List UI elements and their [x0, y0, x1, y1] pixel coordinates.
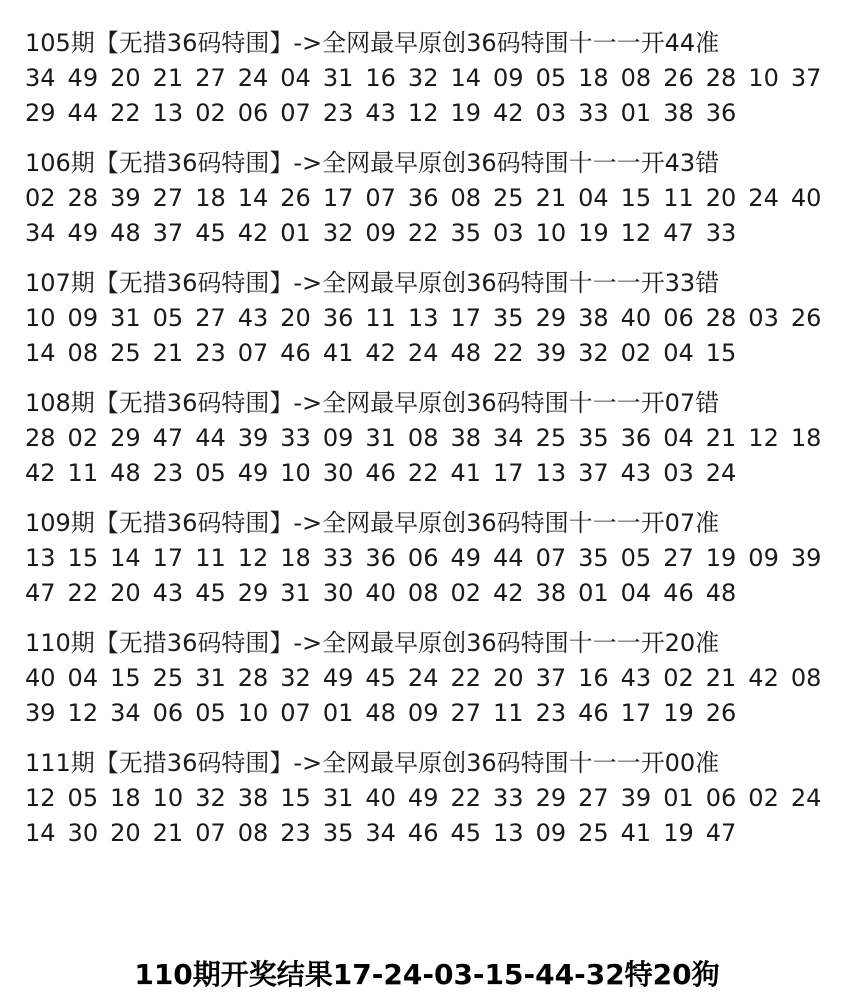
number-cell: 02 — [195, 99, 226, 127]
number-cell: 09 — [365, 219, 396, 247]
number-cell: 19 — [705, 544, 737, 572]
number-row — [25, 216, 837, 251]
number-cell: 01 — [322, 699, 354, 727]
number-cell: 40 — [620, 304, 652, 332]
number-cell: 34 — [110, 699, 141, 727]
number-cell: 08 — [407, 579, 439, 607]
number-cell: 46 — [663, 579, 694, 607]
number-cell: 27 — [450, 699, 482, 727]
number-row — [25, 301, 837, 336]
number-cell: 23 — [195, 339, 226, 367]
number-cell: 45 — [450, 819, 482, 847]
number-cell: 19 — [578, 219, 609, 247]
number-cell: 40 — [365, 784, 396, 812]
number-cell: 04 — [663, 424, 694, 452]
number-cell: 29 — [237, 579, 269, 607]
number-cell: 09 — [67, 304, 99, 332]
number-cell: 18 — [280, 544, 311, 572]
number-cell: 14 — [25, 339, 56, 367]
number-cell: 40 — [25, 664, 56, 692]
number-cell: 07 — [280, 99, 311, 127]
number-cell: 42 — [493, 99, 524, 127]
number-cell: 03 — [748, 304, 779, 332]
number-cell: 12 — [25, 784, 56, 812]
number-cell: 48 — [110, 219, 141, 247]
number-cell: 11 — [493, 699, 524, 727]
number-cell: 23 — [280, 819, 311, 847]
number-cell: 30 — [67, 819, 99, 847]
number-cell: 45 — [195, 579, 226, 607]
number-cell: 41 — [620, 819, 652, 847]
number-cell: 31 — [195, 664, 226, 692]
number-cell: 41 — [450, 459, 482, 487]
number-cell: 39 — [110, 184, 141, 212]
number-cell: 29 — [535, 784, 567, 812]
number-cell: 39 — [535, 339, 567, 367]
number-cell: 36 — [322, 304, 354, 332]
number-cell: 49 — [67, 64, 99, 92]
number-cell: 29 — [110, 424, 141, 452]
number-cell: 28 — [67, 184, 99, 212]
number-cell: 30 — [322, 579, 354, 607]
number-cell: 24 — [790, 784, 822, 812]
number-cell: 26 — [663, 64, 694, 92]
number-cell: 04 — [663, 339, 694, 367]
number-cell: 18 — [110, 784, 141, 812]
number-cell: 40 — [790, 184, 822, 212]
number-cell: 18 — [790, 424, 822, 452]
number-cell: 12 — [407, 99, 439, 127]
number-cell: 30 — [322, 459, 354, 487]
number-cell: 12 — [620, 219, 652, 247]
number-cell: 39 — [237, 424, 269, 452]
number-cell: 46 — [280, 339, 311, 367]
number-cell: 49 — [237, 459, 269, 487]
number-cell: 26 — [280, 184, 311, 212]
number-cell: 46 — [365, 459, 396, 487]
number-cell: 18 — [195, 184, 226, 212]
number-cell: 27 — [195, 64, 226, 92]
number-cell: 19 — [663, 699, 694, 727]
record-header: 108期【无措36码特围】->全网最早原创36码特围十一一开07错 — [25, 389, 720, 417]
number-cell: 22 — [110, 99, 141, 127]
number-cell: 42 — [25, 459, 56, 487]
number-cell: 03 — [493, 219, 524, 247]
number-cell: 42 — [237, 219, 269, 247]
number-cell: 41 — [322, 339, 354, 367]
prediction-record — [25, 386, 837, 491]
number-cell: 28 — [25, 424, 56, 452]
number-cell: 48 — [450, 339, 482, 367]
number-cell: 36 — [620, 424, 652, 452]
number-cell: 11 — [195, 544, 226, 572]
number-cell: 17 — [450, 304, 482, 332]
number-cell: 42 — [748, 664, 779, 692]
number-cell: 02 — [748, 784, 779, 812]
number-cell: 47 — [152, 424, 184, 452]
number-cell: 33 — [578, 99, 609, 127]
number-cell: 10 — [152, 784, 184, 812]
number-cell: 34 — [493, 424, 524, 452]
number-cell: 46 — [578, 699, 609, 727]
number-cell: 44 — [67, 99, 99, 127]
prediction-record — [25, 266, 837, 371]
number-cell: 38 — [237, 784, 269, 812]
number-cell: 32 — [407, 64, 439, 92]
number-cell: 47 — [705, 819, 737, 847]
prediction-record — [25, 506, 837, 611]
number-cell: 29 — [25, 99, 56, 127]
number-cell: 27 — [152, 184, 184, 212]
number-cell: 24 — [748, 184, 779, 212]
number-cell: 09 — [407, 699, 439, 727]
number-cell: 14 — [25, 819, 56, 847]
number-cell: 38 — [578, 304, 609, 332]
record-header: 105期【无措36码特围】->全网最早原创36码特围十一一开44准 — [25, 29, 720, 57]
number-cell: 22 — [407, 459, 439, 487]
number-cell: 01 — [620, 99, 652, 127]
number-cell: 22 — [407, 219, 439, 247]
number-row — [25, 661, 837, 696]
number-cell: 48 — [110, 459, 141, 487]
number-cell: 26 — [705, 699, 737, 727]
number-cell: 33 — [322, 544, 354, 572]
number-cell: 02 — [25, 184, 56, 212]
number-cell: 27 — [195, 304, 226, 332]
number-cell: 06 — [663, 304, 694, 332]
draw-result-footer: 110期开奖结果17-24-03-15-44-32特20狗 — [134, 958, 720, 991]
number-cell: 13 — [535, 459, 567, 487]
number-cell: 10 — [748, 64, 779, 92]
number-cell: 25 — [493, 184, 524, 212]
number-cell: 28 — [705, 64, 737, 92]
number-cell: 02 — [450, 579, 482, 607]
number-cell: 20 — [493, 664, 524, 692]
number-cell: 35 — [578, 544, 609, 572]
number-cell: 39 — [790, 544, 822, 572]
number-row — [25, 181, 837, 216]
number-cell: 12 — [67, 699, 99, 727]
number-cell: 08 — [67, 339, 99, 367]
number-cell: 04 — [280, 64, 311, 92]
number-row — [25, 421, 837, 456]
number-cell: 10 — [25, 304, 56, 332]
number-cell: 35 — [450, 219, 482, 247]
number-cell: 08 — [407, 424, 439, 452]
number-cell: 08 — [237, 819, 269, 847]
number-cell: 11 — [67, 459, 99, 487]
record-list — [25, 26, 837, 866]
number-cell: 22 — [450, 784, 482, 812]
number-cell: 14 — [110, 544, 141, 572]
number-cell: 49 — [407, 784, 439, 812]
record-header: 107期【无措36码特围】->全网最早原创36码特围十一一开33错 — [25, 269, 720, 297]
number-cell: 14 — [237, 184, 269, 212]
number-cell: 07 — [535, 544, 567, 572]
number-cell: 17 — [493, 459, 524, 487]
number-cell: 23 — [535, 699, 567, 727]
number-cell: 31 — [322, 64, 354, 92]
number-cell: 31 — [365, 424, 396, 452]
number-cell: 49 — [67, 219, 99, 247]
number-cell: 21 — [152, 339, 184, 367]
number-cell: 48 — [365, 699, 396, 727]
prediction-record — [25, 146, 837, 251]
number-cell: 09 — [322, 424, 354, 452]
number-cell: 23 — [322, 99, 354, 127]
number-cell: 04 — [620, 579, 652, 607]
number-cell: 19 — [663, 819, 694, 847]
number-cell: 05 — [620, 544, 652, 572]
number-cell: 21 — [152, 819, 184, 847]
number-cell: 36 — [705, 99, 737, 127]
number-row — [25, 576, 837, 611]
number-cell: 01 — [663, 784, 694, 812]
number-cell: 13 — [152, 99, 184, 127]
number-cell: 10 — [237, 699, 269, 727]
number-row — [25, 96, 837, 131]
number-cell: 35 — [493, 304, 524, 332]
number-cell: 04 — [578, 184, 609, 212]
number-cell: 43 — [237, 304, 269, 332]
number-cell: 17 — [620, 699, 652, 727]
number-cell: 31 — [110, 304, 141, 332]
number-cell: 45 — [365, 664, 396, 692]
number-cell: 08 — [790, 664, 822, 692]
number-cell: 32 — [578, 339, 609, 367]
number-cell: 02 — [663, 664, 694, 692]
number-cell: 21 — [535, 184, 567, 212]
number-cell: 28 — [237, 664, 269, 692]
number-cell: 32 — [322, 219, 354, 247]
number-cell: 06 — [152, 699, 184, 727]
number-cell: 23 — [152, 459, 184, 487]
number-cell: 31 — [322, 784, 354, 812]
number-cell: 11 — [365, 304, 396, 332]
number-cell: 22 — [67, 579, 99, 607]
number-cell: 31 — [280, 579, 311, 607]
number-cell: 20 — [280, 304, 311, 332]
number-row — [25, 816, 837, 851]
number-cell: 05 — [195, 699, 226, 727]
number-cell: 09 — [748, 544, 779, 572]
number-cell: 18 — [578, 64, 609, 92]
number-cell: 25 — [535, 424, 567, 452]
number-row — [25, 456, 837, 491]
number-cell: 22 — [493, 339, 524, 367]
number-cell: 34 — [25, 219, 56, 247]
number-cell: 38 — [535, 579, 567, 607]
number-cell: 15 — [110, 664, 141, 692]
number-cell: 33 — [493, 784, 524, 812]
number-cell: 40 — [365, 579, 396, 607]
number-cell: 33 — [705, 219, 737, 247]
number-cell: 43 — [620, 664, 652, 692]
number-cell: 34 — [25, 64, 56, 92]
number-cell: 15 — [620, 184, 652, 212]
number-cell: 14 — [450, 64, 482, 92]
number-cell: 38 — [450, 424, 482, 452]
number-cell: 25 — [578, 819, 609, 847]
number-cell: 01 — [578, 579, 609, 607]
number-cell: 47 — [25, 579, 56, 607]
number-cell: 25 — [110, 339, 141, 367]
number-cell: 17 — [152, 544, 184, 572]
number-cell: 20 — [705, 184, 737, 212]
number-cell: 27 — [663, 544, 694, 572]
record-header: 109期【无措36码特围】->全网最早原创36码特围十一一开07准 — [25, 509, 720, 537]
number-cell: 27 — [578, 784, 609, 812]
number-cell: 01 — [280, 219, 311, 247]
number-cell: 35 — [322, 819, 354, 847]
number-cell: 16 — [578, 664, 609, 692]
number-cell: 05 — [195, 459, 226, 487]
number-cell: 47 — [663, 219, 694, 247]
number-cell: 21 — [705, 664, 737, 692]
number-cell: 24 — [705, 459, 737, 487]
number-cell: 15 — [705, 339, 737, 367]
number-cell: 38 — [663, 99, 694, 127]
number-cell: 36 — [365, 544, 396, 572]
number-cell: 44 — [195, 424, 226, 452]
number-cell: 20 — [110, 579, 141, 607]
number-cell: 07 — [237, 339, 269, 367]
number-cell: 08 — [450, 184, 482, 212]
number-cell: 43 — [620, 459, 652, 487]
number-cell: 39 — [25, 699, 56, 727]
number-cell: 32 — [195, 784, 226, 812]
number-cell: 08 — [620, 64, 652, 92]
number-cell: 21 — [705, 424, 737, 452]
record-header: 111期【无措36码特围】->全网最早原创36码特围十一一开00准 — [25, 749, 720, 777]
number-cell: 11 — [663, 184, 694, 212]
number-cell: 10 — [535, 219, 567, 247]
number-cell: 33 — [280, 424, 311, 452]
prediction-record — [25, 626, 837, 731]
number-cell: 44 — [493, 544, 524, 572]
number-cell: 28 — [705, 304, 737, 332]
number-cell: 09 — [493, 64, 524, 92]
number-cell: 29 — [535, 304, 567, 332]
number-cell: 20 — [110, 819, 141, 847]
number-cell: 12 — [237, 544, 269, 572]
prediction-record — [25, 26, 837, 131]
number-cell: 48 — [705, 579, 737, 607]
number-cell: 07 — [365, 184, 396, 212]
number-cell: 06 — [705, 784, 737, 812]
number-cell: 49 — [322, 664, 354, 692]
number-cell: 24 — [407, 664, 439, 692]
number-cell: 43 — [365, 99, 396, 127]
number-cell: 15 — [280, 784, 311, 812]
number-cell: 13 — [493, 819, 524, 847]
number-cell: 45 — [195, 219, 226, 247]
number-cell: 16 — [365, 64, 396, 92]
number-cell: 37 — [790, 64, 822, 92]
number-cell: 42 — [493, 579, 524, 607]
number-cell: 12 — [748, 424, 779, 452]
number-row — [25, 541, 837, 576]
number-cell: 24 — [237, 64, 269, 92]
number-cell: 22 — [450, 664, 482, 692]
number-cell: 32 — [280, 664, 311, 692]
number-cell: 03 — [535, 99, 567, 127]
number-cell: 46 — [407, 819, 439, 847]
number-cell: 42 — [365, 339, 396, 367]
number-cell: 36 — [407, 184, 439, 212]
number-row — [25, 61, 837, 96]
number-cell: 37 — [578, 459, 609, 487]
number-cell: 05 — [152, 304, 184, 332]
number-cell: 49 — [450, 544, 482, 572]
number-cell: 34 — [365, 819, 396, 847]
record-header: 106期【无措36码特围】->全网最早原创36码特围十一一开43错 — [25, 149, 720, 177]
number-cell: 07 — [280, 699, 311, 727]
number-cell: 09 — [535, 819, 567, 847]
number-row — [25, 696, 837, 731]
number-cell: 15 — [67, 544, 99, 572]
number-cell: 26 — [790, 304, 822, 332]
number-cell: 25 — [152, 664, 184, 692]
number-cell: 21 — [152, 64, 184, 92]
number-cell: 43 — [152, 579, 184, 607]
number-row — [25, 781, 837, 816]
number-cell: 13 — [407, 304, 439, 332]
number-cell: 10 — [280, 459, 311, 487]
number-cell: 04 — [67, 664, 99, 692]
number-cell: 02 — [620, 339, 652, 367]
prediction-record — [25, 746, 837, 851]
number-cell: 37 — [152, 219, 184, 247]
number-cell: 17 — [322, 184, 354, 212]
number-cell: 24 — [407, 339, 439, 367]
number-cell: 07 — [195, 819, 226, 847]
number-cell: 06 — [407, 544, 439, 572]
number-cell: 20 — [110, 64, 141, 92]
number-cell: 35 — [578, 424, 609, 452]
number-cell: 39 — [620, 784, 652, 812]
number-cell: 19 — [450, 99, 482, 127]
number-cell: 06 — [237, 99, 269, 127]
number-cell: 13 — [25, 544, 56, 572]
number-cell: 05 — [67, 784, 99, 812]
record-header: 110期【无措36码特围】->全网最早原创36码特围十一一开20准 — [25, 629, 720, 657]
number-row — [25, 336, 837, 371]
number-cell: 05 — [535, 64, 567, 92]
number-cell: 03 — [663, 459, 694, 487]
number-cell: 02 — [67, 424, 99, 452]
number-cell: 37 — [535, 664, 567, 692]
